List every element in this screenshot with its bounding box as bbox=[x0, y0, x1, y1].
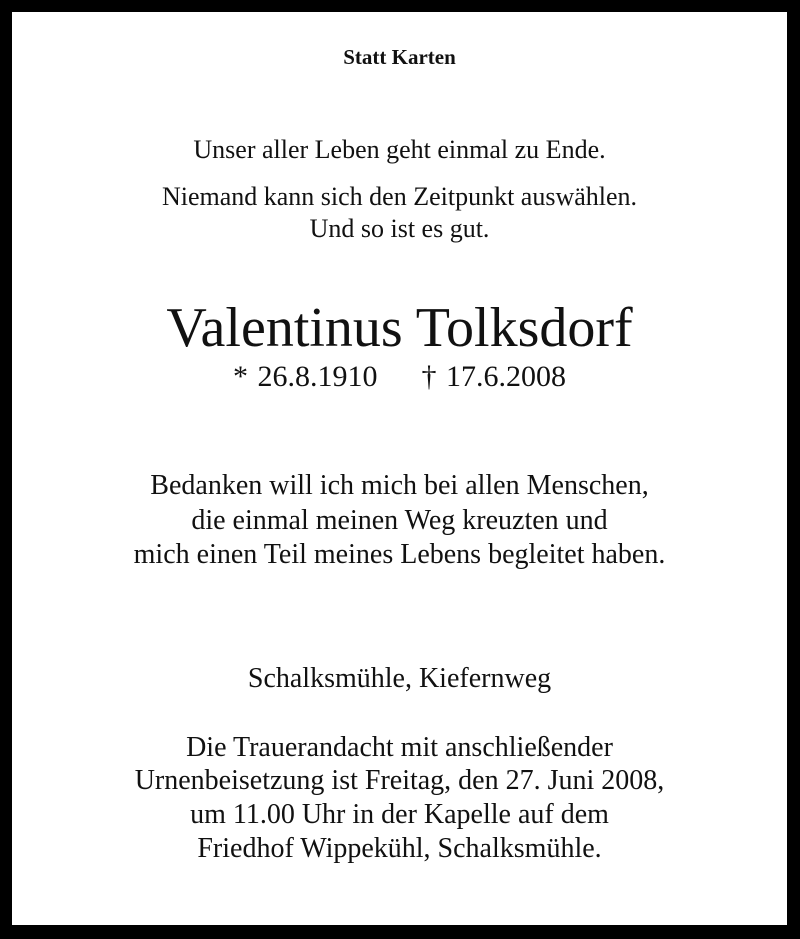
service-line: um 11.00 Uhr in der Kapelle auf dem bbox=[190, 799, 609, 830]
thanks-line: die einmal meinen Weg kreuzten und bbox=[191, 505, 608, 536]
life-dates bbox=[12, 362, 787, 392]
heading: Statt Karten bbox=[343, 45, 456, 69]
birth-date: * 26.8.1910 bbox=[233, 360, 378, 393]
motto-line: Und so ist es gut. bbox=[309, 214, 490, 243]
service-line: Urnenbeisetzung ist Freitag, den 27. Juni 2008, bbox=[134, 765, 665, 796]
motto-line: Unser aller Leben geht einmal zu Ende. bbox=[193, 135, 606, 164]
deceased-name: Valentinus Tolksdorf bbox=[166, 297, 633, 359]
service-line: Die Trauerandacht mit anschließender bbox=[186, 732, 613, 763]
death-date: † 17.6.2008 bbox=[421, 360, 566, 393]
thanks-line: mich einen Teil meines Lebens begleitet haben. bbox=[133, 539, 666, 570]
service-line: Friedhof Wippekühl, Schalksmühle. bbox=[197, 833, 602, 864]
place: Schalksmühle, Kiefernweg bbox=[247, 663, 552, 694]
obituary-notice bbox=[12, 12, 787, 925]
thanks-line: Bedanken will ich mich bei allen Menschen, bbox=[150, 470, 649, 501]
motto-line: Niemand kann sich den Zeitpunkt auswählen. bbox=[161, 182, 638, 211]
